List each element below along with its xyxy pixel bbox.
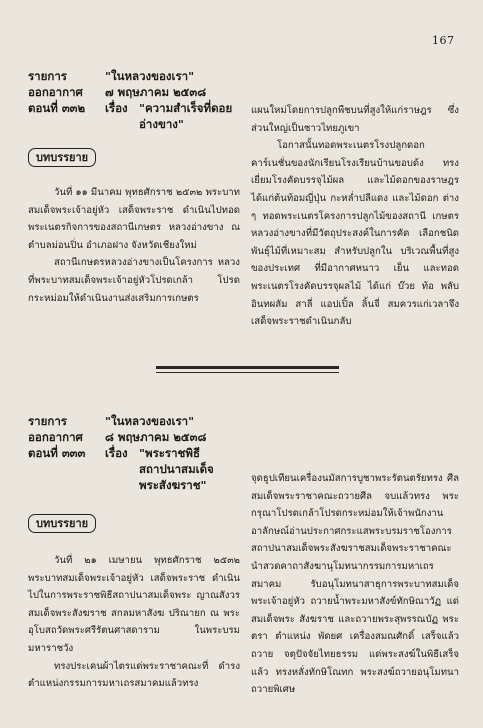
airdate-value: ๗ พฤษภาคม ๒๕๓๘ <box>105 85 207 99</box>
episode-label: ตอนที่ ๓๓๓ <box>28 446 86 460</box>
topic-label: เรื่อง <box>105 446 128 460</box>
program-title: "ในหลวงของเรา" <box>105 69 195 83</box>
paragraph: แผนใหม่โดยการปลูกพืชบนที่สูงให้แก่ราษฎร ซึ่งส่วนใหญ่เป็นชาวไทยภูเขา <box>251 105 459 134</box>
section-2-left-column <box>28 552 240 693</box>
paragraph: จุดธูปเทียนเครื่องนมัสการบูชาพระรัตนตรัยทรง ศีล สมเด็จพระราชาคณะถวายศีล จบแล้วทรง พระกรุณาโปรดเกล้าโปรดกระหม่อมให้เจ้าพนักงาน อาลักษณ์อ่านประกาศกระแสพระบรมราชโองการ สถาปนาสมเด็จพระสังฆราชสมเด็จพระราชาคณะ นำสวดคาถาสังฆานุโมทนากรรมการมหาเถรสมาคม รับอนุโมทนาสาธุการพระบาทสมเด็จพระเจ้าอยู่หัว ถวายน้ำพระมหาสังข์ทักษิณาวัฏ แด่สมเด็จพระ สังฆราช และถวายพระสุพรรณบัฏ พระตรา ตำแหน่ง พัดยศ เครื่องสมณศักดิ์ เสร็จแล้วถวาย จตุปัจจัยไทยธรรม แด่พระสงฆ์ในพิธีเสร็จแล้ว ทรงหลั่งทักษิโณทก พระสงฆ์ถวายอนุโมทนา ถวายพิเศษ <box>251 473 459 696</box>
section-2-header <box>28 413 258 493</box>
airdate-label: ออกอากาศ <box>28 85 83 99</box>
narration-label-box: บทบรรยาย <box>28 514 96 533</box>
section-1-left-column <box>28 184 240 307</box>
topic-line: "ความสำเร็จที่ดอย <box>139 101 233 115</box>
episode-label: ตอนที่ ๓๓๒ <box>28 101 86 115</box>
paragraph: วันที่ ๒๑ เมษายน พุทธศักราช ๒๕๓๒ พระบาทสมเด็จพระเจ้าอยู่หัว เสด็จพระราช ดำเนินไปในการพระราชพิธีสถาปนาสมเด็จพระ ญาณสังวร สมเด็จพระสังฆราช สกลมหาสังฆ ปริณายก ณ พระอุโบสถวัดพระศรีรัตนศาสดาราม ในพระบรมมหาราชวัง <box>28 555 240 654</box>
topic-line: อ่างขาง" <box>139 117 184 131</box>
airdate-label: ออกอากาศ <box>28 430 83 444</box>
topic-line: พระสังฆราช" <box>139 478 207 492</box>
paragraph: วันที่ ๑๑ มีนาคม พุทธศักราช ๒๕๓๒ พระบาทสมเด็จพระเจ้าอยู่หัว เสด็จพระราช ดำเนินไปทอดพระเนตรกิจการของสถานีเกษตร หลวงอ่างขาง ณ ตำบลม่อนปิ่น อำเภอฝาง จังหวัดเชียงใหม่ <box>28 187 240 251</box>
page-number: 167 <box>432 34 455 47</box>
topic-line: "พระราชพิธี <box>139 446 200 460</box>
section-divider-thick <box>156 366 339 369</box>
section-divider-thin <box>156 372 339 373</box>
paragraph: โอกาสนั้นทอดพระเนตรโรงปลูกดอก คาร์เนชั่นของนักเรียนโรงเรียนบ้านขอบด้ง ทรง เยี่ยมโรงคัดบรรจุไม้ผล และไม้ดอกของราษฎร ได้แก่ต้นท้อมญี่ปุ่น กะหล่ำปลีแดง และไม้ดอก ต่าง ๆ ทอดพระเนตรโครงการปลูกไม้ของสถานี เกษตรหลวงอ่างขางที่มีวัตถุประสงค์ในการคัด เลือกชนิดพันธุ์ไม้ที่เหมาะสม สำหรับปลูกใน บริเวณพื้นที่สูงของประเทศ ที่มีอากาศหนาว เย็น และทอดพระเนตรโรงคัดบรรจุผลไม้ ได้แก่ บ๊วย ท้อ พลับ อินทผลัม สาลี่ แอปเปิ้ล ลิ้นจี่ สมควรแก่เวลาจึงเสด็จพระราชดำเนินกลับ <box>251 140 459 328</box>
section-1-right-column <box>251 102 459 331</box>
program-title: "ในหลวงของเรา" <box>105 414 195 428</box>
section-1-header <box>28 68 258 132</box>
paragraph: สถานีเกษตรหลวงอ่างขางเป็นโครงการ หลวง ที่พระบาทสมเด็จพระเจ้าอยู่หัวโปรดเกล้า โปรดกระหม่อมให้ดำเนินงานส่งเสริมการเกษตร <box>28 257 240 304</box>
airdate-value: ๘ พฤษภาคม ๒๕๓๘ <box>105 430 207 444</box>
topic-line: สถาปนาสมเด็จ <box>139 462 214 476</box>
topic-label: เรื่อง <box>105 101 128 115</box>
paragraph: ทรงประเคนผ้าไตรแด่พระราชาคณะที่ ดำรงตำแหน่งกรรมการมหาเถรสมาคมแล้วทรง <box>28 660 240 690</box>
program-label: รายการ <box>28 69 67 83</box>
program-label: รายการ <box>28 414 67 428</box>
narration-label-box: บทบรรยาย <box>28 148 96 167</box>
section-2-right-column <box>251 470 459 699</box>
